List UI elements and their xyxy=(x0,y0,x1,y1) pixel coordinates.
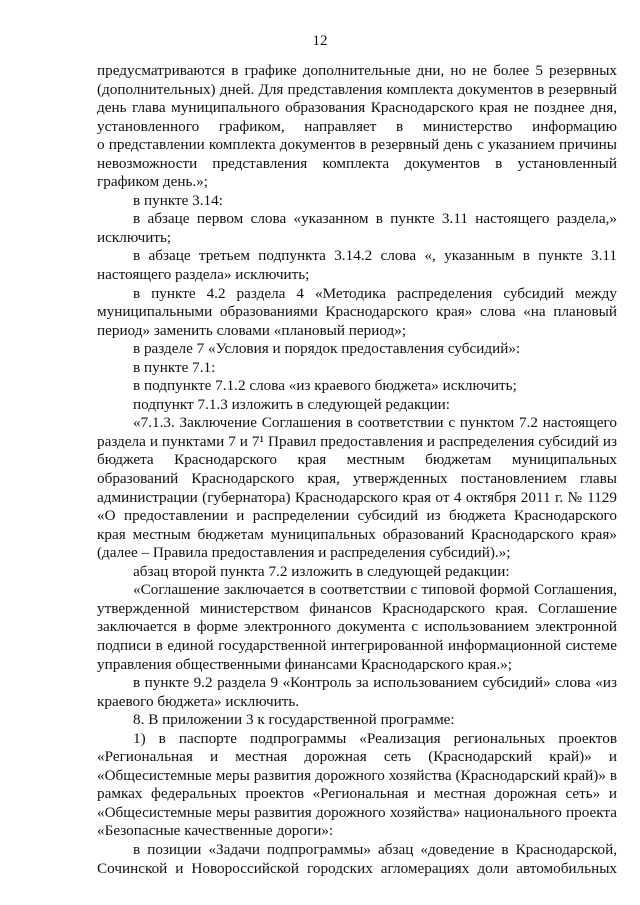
text-line: в пункте 3.14: xyxy=(133,191,223,209)
text-line: администрации (губернатора) Краснодарского края от 4 октября 2011 г. № 1129 xyxy=(97,488,617,506)
text-line: «Общесистемные меры развития дорожного хозяйства» национального проекта xyxy=(97,803,617,821)
text-line: в абзаце первом слова «указанном в пункте 3.11 настоящего раздела,» xyxy=(133,210,617,228)
text-line: в позиции «Задачи подпрограммы» абзац «доведение в Краснодарской, xyxy=(133,840,617,858)
text-line: период» заменить словами «плановый период»; xyxy=(97,321,407,339)
text-line: о представлении комплекта документов в резервный день с указанием причины xyxy=(97,136,617,154)
text-line: «О предоставлении и распределении субсидий из бюджета Краснодарского xyxy=(97,507,617,525)
page-number: 12 xyxy=(312,33,328,49)
text-line: краевого бюджета» исключить. xyxy=(97,692,300,710)
text-line: исключить; xyxy=(97,228,172,246)
text-line: «7.1.3. Заключение Соглашения в соответствии с пунктом 7.2 настоящего xyxy=(133,414,617,432)
text-line: в пункте 7.1: xyxy=(133,358,216,376)
text-line: «Общесистемные меры развития дорожного хозяйства (Краснодарский край)» в xyxy=(97,766,617,784)
text-line: (далее – Правила предоставления и распределения субсидий).»; xyxy=(97,544,511,562)
text-line: управления общественными финансами Краснодарского края.»; xyxy=(97,655,512,673)
text-line: образований Краснодарского края, утвержденных постановлением главы xyxy=(97,470,617,488)
text-line: в пункте 9.2 раздела 9 «Контроль за использованием субсидий» слова «из xyxy=(133,674,617,692)
text-line: бюджета Краснодарского края местным бюджетам муниципальных xyxy=(97,451,617,469)
text-line: края местным бюджетам муниципальных образований Краснодарского края» xyxy=(97,525,617,543)
text-line: 8. В приложении 3 к государственной программе: xyxy=(133,711,455,729)
text-line: рамках федеральных проектов «Региональная и местная дорожная сеть» и xyxy=(97,785,617,803)
text-line: утвержденной министерством финансов Краснодарского края. Соглашение xyxy=(97,599,617,617)
text-line: невозможности представления комплекта документов в установленный xyxy=(97,154,617,172)
text-line: абзац второй пункта 7.2 изложить в следующей редакции: xyxy=(133,562,510,580)
text-line: 1) в паспорте подпрограммы «Реализация региональных проектов xyxy=(133,729,617,747)
text-line: настоящего раздела» исключить; xyxy=(97,266,310,284)
document-body xyxy=(97,62,617,878)
text-line: «Соглашение заключается в соответствии с типовой формой Соглашения, xyxy=(133,581,617,599)
text-line: подписи в единой государственной интегрированной информационной системе xyxy=(97,636,617,654)
text-line: раздела и пунктами 7 и 7¹ Правил предоставления и распределения субсидий из xyxy=(97,432,617,450)
text-line: (дополнительных) дней. Для представления комплекта документов в резервный xyxy=(97,80,617,98)
text-line: предусматриваются в графике дополнительные дни, но не более 5 резервных xyxy=(97,62,617,79)
text-line: Сочинской и Новороссийской городских агломерациях доли автомобильных xyxy=(97,859,617,877)
text-line: муниципальными образованиями Краснодарского края» слова «на плановый xyxy=(97,303,617,321)
text-line: заключается в форме электронного документа с использованием электронной xyxy=(97,618,617,636)
text-line: в подпункте 7.1.2 слова «из краевого бюджета» исключить; xyxy=(133,377,517,395)
text-line: «Региональная и местная дорожная сеть (Краснодарский край)» и xyxy=(97,748,617,766)
text-line: «Безопасные качественные дороги»: xyxy=(97,822,334,840)
text-line: графиком день.»; xyxy=(97,173,208,191)
text-line: день глава муниципального образования Краснодарского края не позднее дня, xyxy=(97,99,617,117)
text-line: подпункт 7.1.3 изложить в следующей редакции: xyxy=(133,395,450,413)
text-line: в разделе 7 «Условия и порядок предоставления субсидий»: xyxy=(133,340,521,358)
text-line: установленного графиком, направляет в министерство информацию xyxy=(97,117,617,135)
text-line: в пункте 4.2 раздела 4 «Методика распределения субсидий между xyxy=(133,284,617,302)
text-line: в абзаце третьем подпункта 3.14.2 слова «, указанным в пункте 3.11 xyxy=(133,247,617,265)
